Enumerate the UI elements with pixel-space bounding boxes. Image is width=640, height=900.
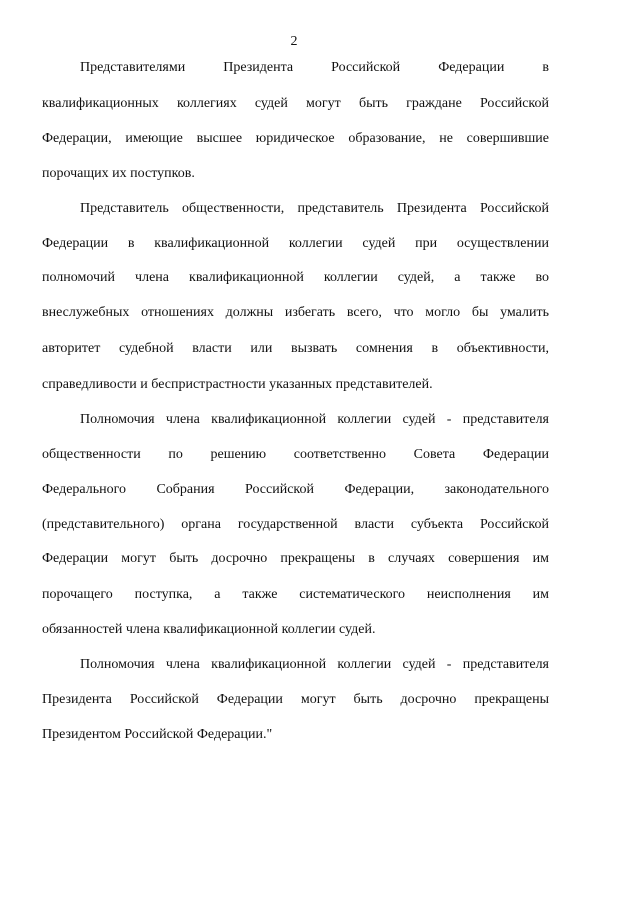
text-line-4: порочащих их поступков. xyxy=(42,166,195,181)
text-line-2: квалификационных коллегиях судей могут быть граждане Российской xyxy=(42,96,549,111)
page-number: 2 xyxy=(290,34,298,49)
text-line-14: (представительного) органа государственной власти субъекта Российской xyxy=(42,517,549,532)
text-line-16: порочащего поступка, а также систематического неисполнения им xyxy=(42,587,549,602)
text-line-12: общественности по решению соответственно Совета Федерации xyxy=(42,447,549,462)
text-line-15: Федерации могут быть досрочно прекращены в случаях совершения им xyxy=(42,551,549,566)
text-line-19: Президента Российской Федерации могут быть досрочно прекращены xyxy=(42,692,549,707)
text-line-20: Президентом Российской Федерации." xyxy=(42,727,273,742)
text-line-10: справедливости и беспристрастности указанных представителей. xyxy=(42,377,433,392)
text-line-1: Представителями Президента Российской Федерации в xyxy=(80,60,549,75)
text-line-18: Полномочия члена квалификационной коллегии судей - представителя xyxy=(80,657,549,672)
text-line-9: авторитет судебной власти или вызвать сомнения в объективности, xyxy=(42,341,549,356)
text-line-5: Представитель общественности, представитель Президента Российской xyxy=(80,201,549,216)
text-line-13: Федерального Собрания Российской Федерации, законодательного xyxy=(42,482,549,497)
text-line-17: обязанностей члена квалификационной коллегии судей. xyxy=(42,622,376,637)
text-line-7: полномочий члена квалификационной коллегии судей, а также во xyxy=(42,270,549,285)
text-line-11: Полномочия члена квалификационной коллегии судей - представителя xyxy=(80,412,549,427)
text-line-3: Федерации, имеющие высшее юридическое образование, не совершившие xyxy=(42,131,549,146)
text-line-6: Федерации в квалификационной коллегии судей при осуществлении xyxy=(42,236,549,251)
text-line-8: внеслужебных отношениях должны избегать всего, что могло бы умалить xyxy=(42,305,549,320)
